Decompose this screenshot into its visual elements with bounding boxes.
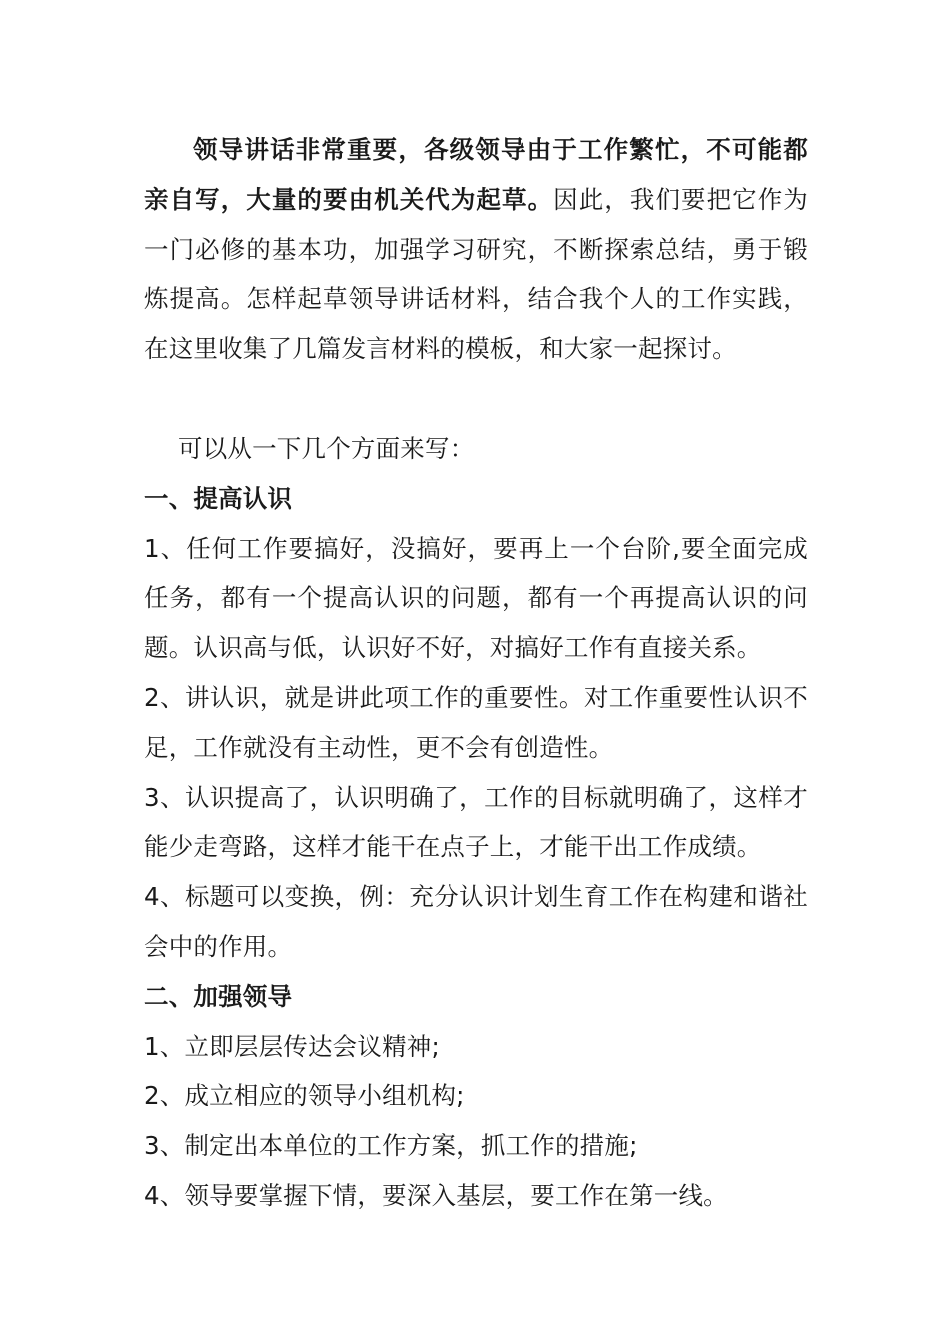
list-item: 2、成立相应的领导小组机构;: [144, 1081, 465, 1111]
document-page: [144, 125, 808, 1221]
list-item: 2、讲认识，就是讲此项工作的重要性。对工作重要性认识不足，工作就没有主动性，更不会有创造性。: [144, 682, 808, 762]
list-item: 4、标题可以变换，例：充分认识计划生育工作在构建和谐社会中的作用。: [144, 882, 808, 961]
list-item: 3、制定出本单位的工作方案，抓工作的措施;: [144, 1131, 638, 1161]
lead-line: 可以从一下几个方面来写：: [178, 433, 475, 463]
list-item: 4、领导要掌握下情，要深入基层，要工作在第一线。: [144, 1180, 728, 1210]
list-item: 1、立即层层传达会议精神;: [144, 1031, 440, 1061]
list-item: 3、认识提高了，认识明确了，工作的目标就明确了，这样才能少走弯路，这样才能干在点子上，才能干出工作成绩。: [144, 782, 808, 862]
section-heading-1: 一、提高认识: [144, 483, 293, 513]
intro-paragraph: [144, 125, 808, 374]
intro-rest-text: 因此，我们要把它作为一门必修的基本功，加强学习研究，不断探索总结，勇于锻炼提高。怎样起草领导讲话材料，结合我个人的工作实践，在这里收集了几篇发言材料的模板，和大家一起探讨。: [144, 184, 809, 364]
section-heading-2: 二、加强领导: [144, 981, 293, 1011]
paragraph-spacer: [144, 374, 808, 424]
intro-bold-text: 领导讲话非常重要，各级领导由于工作繁忙，不可能都亲自写，大量的要由机关代为起草。: [144, 135, 808, 214]
list-item: 1、任何工作要搞好，没搞好，要再上一个台阶,要全面完成任务，都有一个提高认识的问题，都有一个再提高认识的问题。认识高与低，认识好不好，对搞好工作有直接关系。: [144, 533, 808, 663]
